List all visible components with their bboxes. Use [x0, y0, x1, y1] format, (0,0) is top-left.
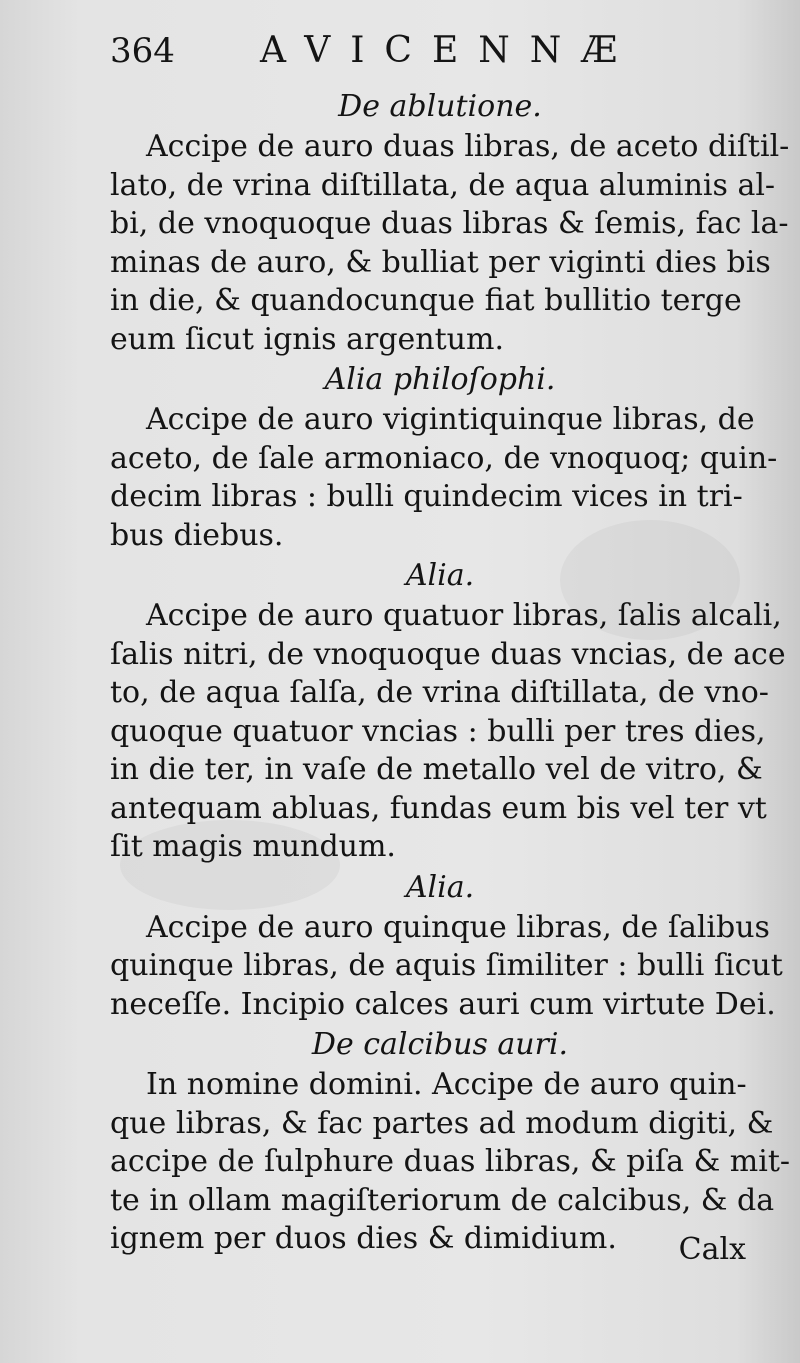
text-line: lato, de vrina diſtillata, de aqua aluminis al-	[110, 167, 776, 203]
page-header	[110, 30, 740, 86]
paragraph	[110, 597, 786, 867]
paragraph	[110, 128, 790, 359]
section-heading: Alia.	[405, 558, 475, 593]
text-line: Accipe de auro quinque libras, de ſalibus	[146, 909, 770, 945]
section-heading: Alia philoſophi.	[324, 362, 556, 397]
page-number: 364	[110, 31, 175, 71]
text-line: antequam abluas, fundas eum bis vel ter vt	[110, 790, 767, 826]
text-line: que libras, & fac partes ad modum digiti, &	[110, 1105, 774, 1141]
paragraph	[110, 909, 783, 1025]
section-heading: Alia.	[405, 869, 475, 905]
text-line: Accipe de auro quatuor libras, ſalis alcali,	[146, 598, 782, 633]
text-line: ſit magis mundum.	[110, 829, 396, 864]
text-line: Accipe de auro vigintiquinque libras, de	[146, 402, 755, 437]
text-line: ignem per duos dies & dimidium.	[110, 1221, 617, 1256]
text-line: decim libras : bulli quindecim vices in tri-	[110, 479, 743, 514]
text-line: bi, de vnoquoque duas libras & ſemis, fac la-	[110, 206, 789, 241]
text-line: quoque quatuor vncias : bulli per tres dies,	[110, 713, 766, 749]
text-line: accipe de ſulphure duas libras, & piſa & mit-	[110, 1144, 791, 1179]
text-block	[110, 30, 791, 1259]
text-line: in die, & quandocunque fiat bullitio terge	[110, 283, 742, 318]
text-line: te in ollam magiſteriorum de calcibus, & da	[110, 1182, 775, 1218]
paragraph	[110, 1066, 791, 1259]
text-line: aceto, de ſale armoniaco, de vnoquoq; quin-	[110, 440, 778, 476]
text-line: Accipe de auro duas libras, de aceto diſtil-	[146, 129, 790, 164]
catchword: Calx	[678, 1232, 746, 1267]
running-head: AVICENNÆ	[260, 30, 638, 71]
text-line: eum ſicut ignis argentum.	[110, 321, 504, 357]
text-line: quinque libras, de aquis ſimiliter : bulli ſicut	[110, 948, 783, 983]
paragraph	[110, 401, 778, 555]
text-line: bus diebus.	[110, 517, 284, 553]
text-line: ſalis nitri, de vnoquoque duas vncias, de ace	[110, 636, 786, 672]
text-line: minas de auro, & bulliat per viginti dies bis	[110, 244, 771, 280]
text-line: in die ter, in vaſe de metallo vel de vitro, &	[110, 752, 763, 787]
text-line: In nomine domini. Accipe de auro quin-	[146, 1067, 747, 1102]
section-heading: De ablutione.	[338, 89, 542, 124]
text-line: to, de aqua ſalſa, de vrina diſtillata, de vno-	[110, 675, 769, 710]
section-heading: De calcibus auri.	[311, 1027, 569, 1062]
text-line: neceſſe. Incipio calces auri cum virtute Dei.	[110, 986, 776, 1022]
